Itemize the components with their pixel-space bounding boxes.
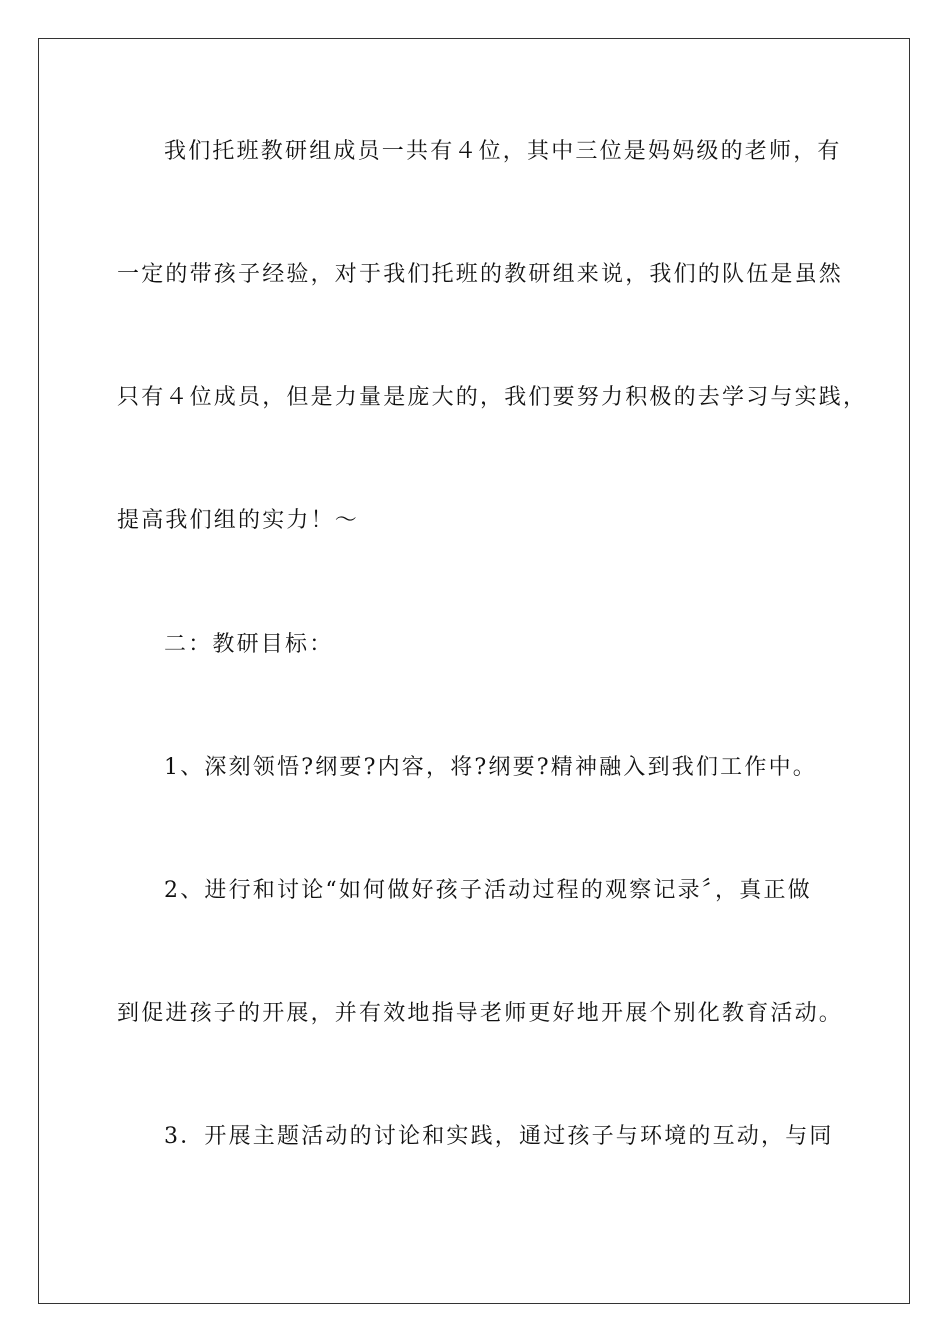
list-item: 2、进行和讨论“如何做好孩子活动过程的观察记录〞，真正做 <box>164 878 812 903</box>
section-heading: 二：教研目标： <box>164 632 334 657</box>
paragraph-line: 只有４位成员，但是力量是庞大的，我们要努力积极的去学习与实践， <box>117 385 868 410</box>
paragraph-line: 到促进孩子的开展，并有效地指导老师更好地开展个别化教育活动。 <box>117 1001 844 1026</box>
paragraph-line: 一定的带孩子经验，对于我们托班的教研组来说，我们的队伍是虽然 <box>117 262 844 287</box>
paragraph-line: 提高我们组的实力！～ <box>117 508 360 533</box>
paragraph-line: 我们托班教研组成员一共有４位，其中三位是妈妈级的老师，有 <box>164 139 842 164</box>
list-item: 3．开展主题活动的讨论和实践，通过孩子与环境的互动，与同 <box>164 1124 834 1149</box>
page-frame <box>38 38 910 1304</box>
list-item: 1、深刻领悟?纲要?内容，将?纲要?精神融入到我们工作中。 <box>164 755 817 780</box>
